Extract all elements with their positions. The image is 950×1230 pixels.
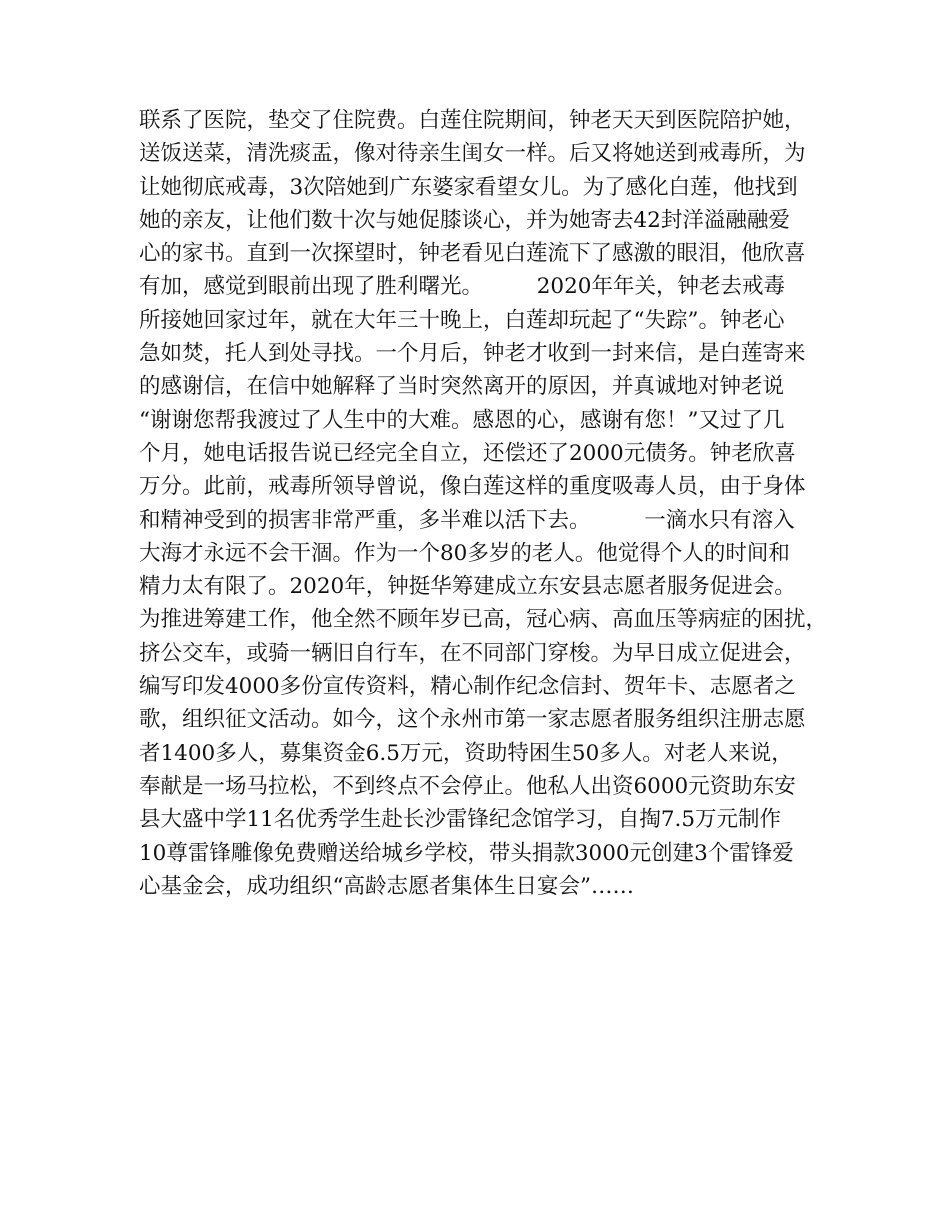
text-line: 所接她回家过年，就在大年三十晚上，白莲却玩起了“失踪”。钟老心 bbox=[139, 307, 785, 333]
text-line: “谢谢您帮我渡过了人生中的大难。感恩的心，感谢有您！”又过了几 bbox=[139, 407, 785, 433]
text-line: 10尊雷锋雕像免费赠送给城乡学校，带头捐款3000元创建3个雷锋爱 bbox=[139, 840, 794, 866]
text-line: 和精神受到的损害非常严重，多半难以活下去。 一滴水只有溶入 bbox=[139, 507, 795, 533]
text-line: 联系了医院，垫交了住院费。白莲住院期间，钟老天天到医院陪护她， bbox=[139, 108, 806, 133]
text-line: 急如焚，托人到处寻找。一个月后，钟老才收到一封来信，是白莲寄来 bbox=[139, 341, 806, 367]
text-line: 的感谢信，在信中她解释了当时突然离开的原因，并真诚地对钟老说 bbox=[139, 374, 785, 400]
text-line: 心基金会，成功组织“高龄志愿者集体生日宴会”…… bbox=[139, 873, 634, 899]
text-line: 县大盛中学11名优秀学生赴长沙雷锋纪念馆学习，自掏7.5万元制作 bbox=[139, 807, 782, 833]
text-line: 送饭送菜，清洗痰盂，像对待亲生闺女一样。后又将她送到戒毒所，为 bbox=[139, 141, 806, 167]
text-line: 编写印发4000多份宣传资料，精心制作纪念信封、贺年卡、志愿者之 bbox=[139, 674, 796, 700]
article-body bbox=[139, 104, 829, 903]
text-line: 为推进筹建工作，他全然不顾年岁已高，冠心病、高血压等病症的困扰， bbox=[139, 607, 828, 633]
text-line: 歌，组织征文活动。如今，这个永州市第一家志愿者服务组织注册志愿 bbox=[139, 707, 806, 733]
text-line: 她的亲友，让他们数十次与她促膝谈心，并为她寄去42封洋溢融融爱 bbox=[139, 207, 790, 233]
text-line: 奉献是一场马拉松，不到终点不会停止。他私人出资6000元资助东安 bbox=[139, 773, 796, 799]
text-line: 万分。此前，戒毒所领导曾说，像白莲这样的重度吸毒人员，由于身体 bbox=[139, 474, 806, 500]
text-line: 个月，她电话报告说已经完全自立，还偿还了2000元债务。钟老欣喜 bbox=[139, 440, 796, 466]
text-line: 者1400多人，募集资金6.5万元，资助特困生50多人。对老人来说， bbox=[139, 740, 793, 766]
text-line: 让她彻底戒毒，3次陪她到广东婆家看望女儿。为了感化白莲，他找到 bbox=[139, 174, 798, 200]
text-line: 心的家书。直到一次探望时，钟老看见白莲流下了感激的眼泪，他欣喜 bbox=[139, 241, 806, 267]
text-line: 精力太有限了。2020年，钟挺华筹建成立东安县志愿者服务促进会。 bbox=[139, 574, 796, 600]
text-line: 有加，感觉到眼前出现了胜利曙光。 2020年年关，钟老去戒毒 bbox=[139, 274, 785, 300]
text-line: 大海才永远不会干涸。作为一个80多岁的老人。他觉得个人的时间和 bbox=[139, 540, 790, 566]
text-line: 挤公交车，或骑一辆旧自行车，在不同部门穿梭。为早日成立促进会， bbox=[139, 640, 806, 666]
